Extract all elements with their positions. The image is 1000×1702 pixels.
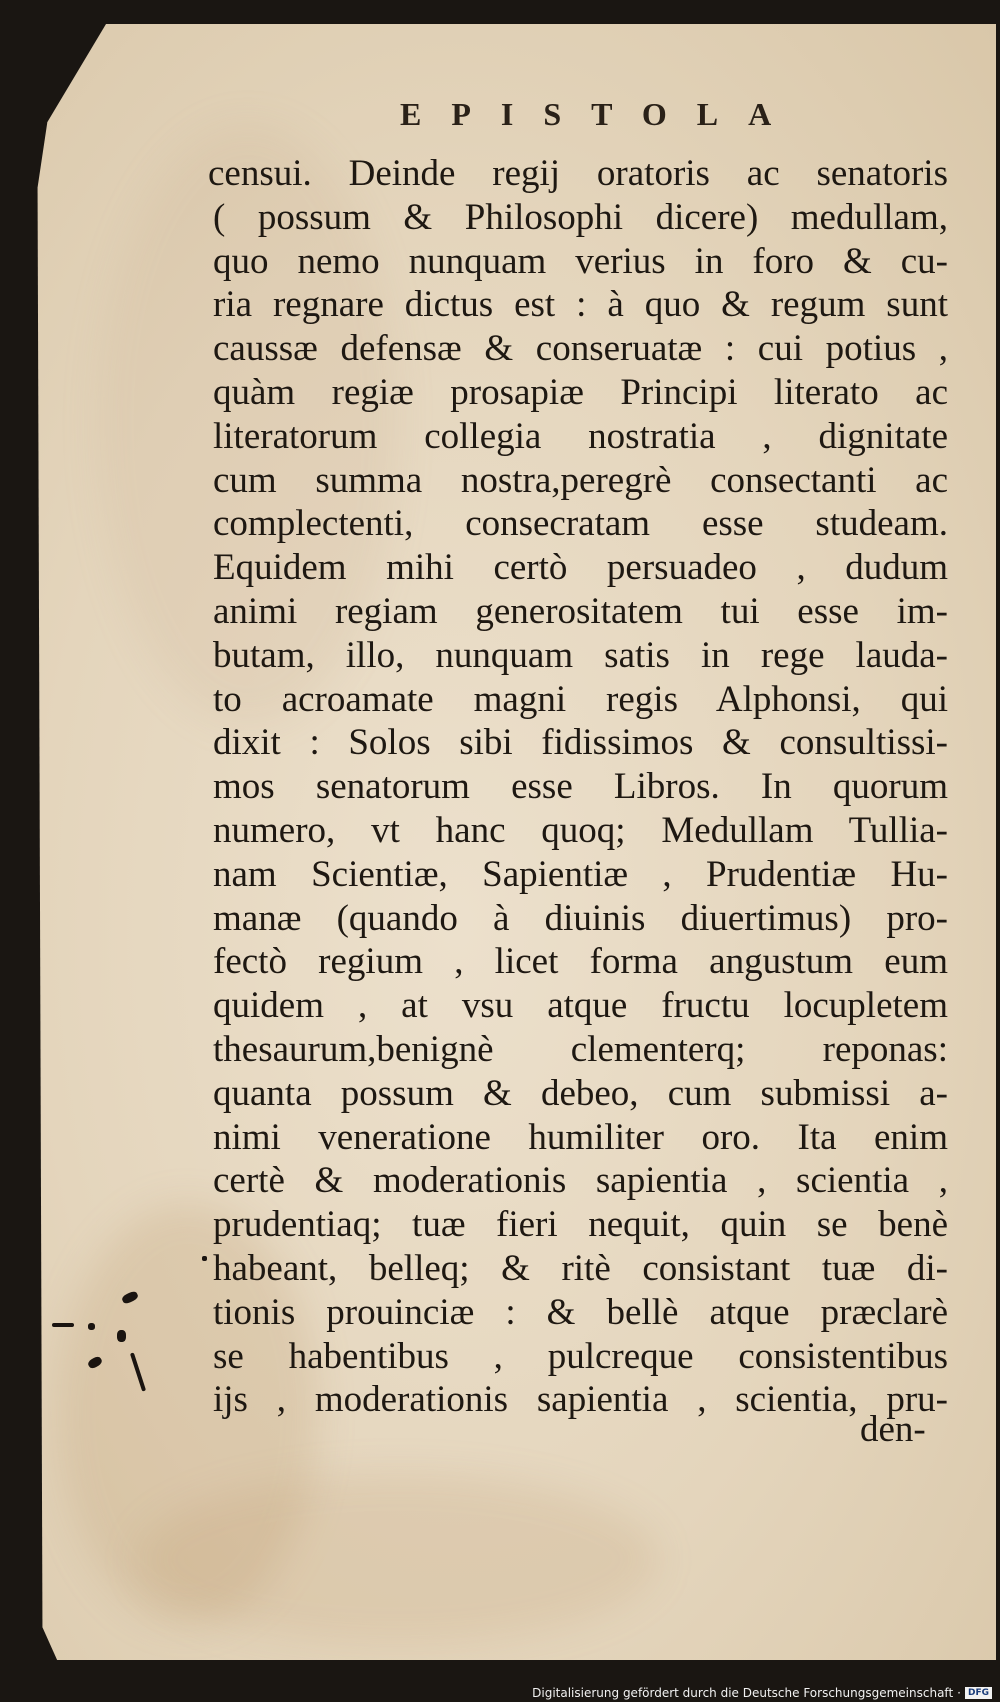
text-line: ( possum & Philosophi dicere) medullam, (213, 196, 948, 238)
text-line: literatorum collegia nostratia , dignitate (213, 415, 948, 457)
text-line: numero, vt hanc quoq; Medullam Tullia- (213, 809, 948, 851)
text-line: se habentibus , pulcreque consistentibus (213, 1335, 948, 1377)
text-line: ijs , moderationis sapientia , scientia, pru- (213, 1379, 948, 1421)
text-line: mos senatorum esse Libros. In quorum (213, 766, 948, 808)
text-line: caussæ defensæ & conseruatæ : cui potius , (213, 328, 948, 370)
text-line: nimi veneratione humiliter oro. Ita enim (213, 1116, 948, 1158)
text-line: manæ (quando à diuinis diuertimus) pro- (213, 897, 948, 939)
text-line: quo nemo nunquam verius in foro & cu- (213, 240, 948, 282)
text-line: quidem , at vsu atque fructu locupletem (213, 985, 948, 1027)
ink-blot (88, 1323, 95, 1330)
text-line: censui. Deinde regij oratoris ac senatoris (208, 153, 948, 194)
text-line: animi regiam generositatem tui esse im- (213, 590, 948, 632)
ink-blot (52, 1323, 74, 1327)
text-line: butam, illo, nunquam satis in rege lauda- (213, 634, 948, 676)
text-line: certè & moderationis sapientia , scientia , (213, 1160, 948, 1202)
text-line: Equidem mihi certò persuadeo , dudum (213, 547, 948, 589)
water-stain (138, 1474, 658, 1644)
dfg-logo: DFG (965, 1687, 992, 1699)
text-line: cum summa nostra,peregrè consectanti ac (213, 459, 948, 501)
text-line: complectenti, consecratam esse studeam. (213, 503, 948, 545)
ink-blot (117, 1330, 126, 1342)
text-line: nam Scientiæ, Sapientiæ , Prudentiæ Hu- (213, 853, 948, 895)
ink-blot (202, 1256, 207, 1261)
text-line: prudentiaq; tuæ fieri nequit, quin se benè (213, 1204, 948, 1246)
catchword: den- (860, 1409, 926, 1450)
text-line: fectò regium , licet forma angustum eum (213, 941, 948, 983)
text-line: to acroamate magni regis Alphonsi, qui (213, 678, 948, 720)
digitization-credit: Digitalisierung gefördert durch die Deutsche Forschungsgemeinschaft · DFG (532, 1686, 992, 1700)
text-line: tionis prouinciæ : & bellè atque præclarè (213, 1291, 948, 1333)
running-head: EPISTOLA (400, 96, 802, 132)
text-line: ria regnare dictus est : à quo & regum sunt (213, 284, 948, 326)
body-text (208, 152, 948, 1422)
text-line: habeant, belleq; & ritè consistant tuæ di- (213, 1247, 948, 1289)
text-line: thesaurum,benignè clementerq; reponas: (213, 1028, 948, 1070)
credit-text: Digitalisierung gefördert durch die Deutsche Forschungsgemeinschaft (532, 1686, 954, 1700)
text-line: dixit : Solos sibi fidissimos & consultissi- (213, 722, 948, 764)
text-line: quàm regiæ prosapiæ Principi literato ac (213, 371, 948, 413)
text-line: quanta possum & debeo, cum submissi a- (213, 1072, 948, 1114)
